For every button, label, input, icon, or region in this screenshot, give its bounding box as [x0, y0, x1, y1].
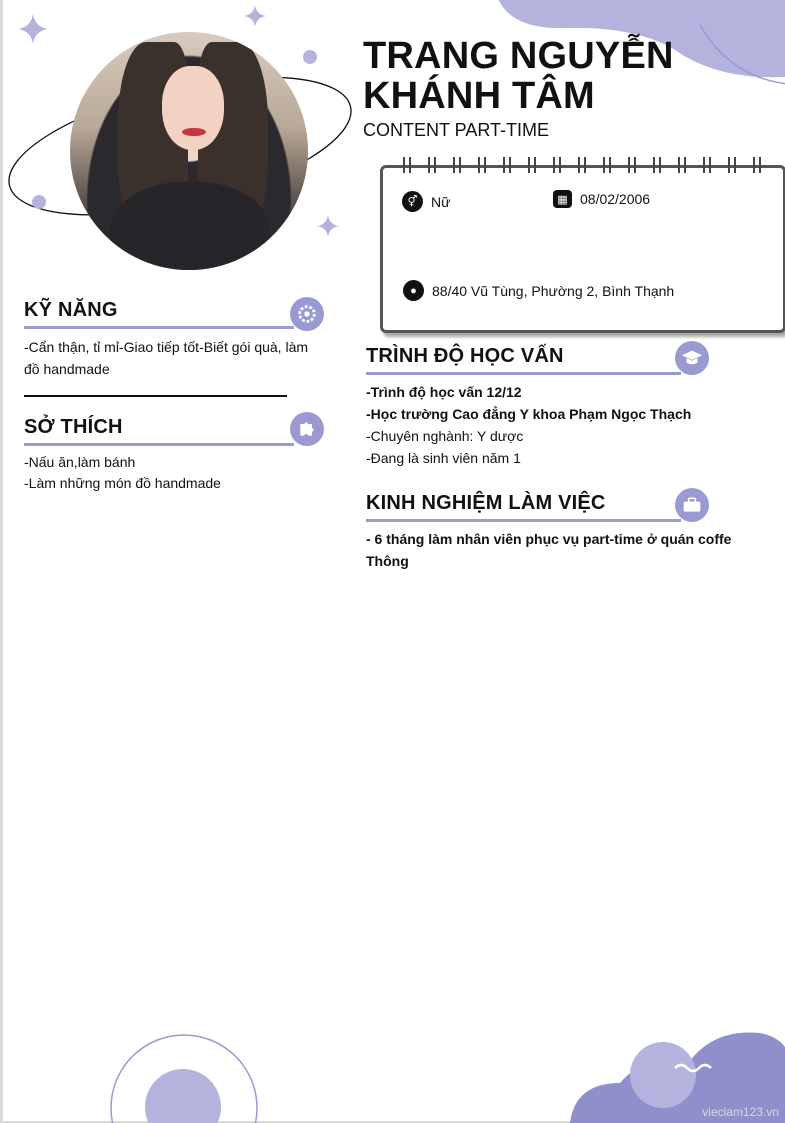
- education-underline: [366, 372, 681, 375]
- address-value: 88/40 Vũ Tùng, Phường 2, Bình Thạnh: [432, 282, 675, 299]
- education-line: -Chuyên nghành: Y dược: [366, 428, 524, 444]
- candidate-name: [363, 36, 773, 116]
- gear-icon: [290, 297, 324, 331]
- job-title: CONTENT PART-TIME: [363, 120, 550, 140]
- education-text: [366, 381, 746, 469]
- section-divider: [24, 395, 287, 397]
- experience-underline: [366, 519, 681, 522]
- gender-value: Nữ: [431, 193, 451, 210]
- watermark: vieclam123.vn: [702, 1105, 779, 1119]
- hobbies-text: [24, 452, 324, 494]
- gender-info: [402, 191, 450, 212]
- skills-title: KỸ NĂNG: [24, 299, 118, 321]
- education-line: -Trình độ học vấn 12/12: [366, 384, 522, 400]
- birthday-info: [553, 190, 650, 208]
- calendar-icon: ▦: [553, 190, 572, 208]
- avatar-area: [8, 14, 358, 264]
- education-line: -Đang là sinh viên năm 1: [366, 450, 521, 466]
- puzzle-icon: [290, 412, 324, 446]
- education-title: TRÌNH ĐỘ HỌC VẤN: [366, 345, 564, 367]
- name-line-1: TRANG NGUYỄN: [363, 35, 674, 77]
- location-pin-icon: ●: [403, 280, 424, 301]
- hobbies-underline: [24, 443, 294, 446]
- hobbies-title: SỞ THÍCH: [24, 416, 123, 438]
- experience-text: [366, 528, 738, 572]
- birthday-value: 08/02/2006: [580, 191, 651, 207]
- skills-line: -Cẩn thận, tỉ mỉ-Giao tiếp tốt-Biết gói quà, làm: [24, 339, 309, 355]
- notebook-rings-decoration: [398, 153, 778, 179]
- hobbies-line: -Làm những món đồ handmade: [24, 475, 221, 491]
- bottom-circle-decoration: [108, 1030, 260, 1123]
- experience-line: - 6 tháng làm nhân viên phục vụ part-time ở quán coffe: [366, 531, 732, 547]
- skills-text: [24, 336, 324, 380]
- experience-title: KINH NGHIỆM LÀM VIỆC: [366, 492, 606, 514]
- education-line: -Học trường Cao đẳng Y khoa Phạm Ngọc Thạch: [366, 406, 692, 422]
- hobbies-line: -Nấu ăn,làm bánh: [24, 454, 136, 470]
- name-line-2: KHÁNH TÂM: [363, 75, 595, 117]
- experience-line: Thông: [366, 553, 409, 569]
- avatar: [70, 32, 308, 270]
- gender-icon: ⚥: [402, 191, 423, 212]
- address-info: [403, 280, 674, 301]
- page-edge: [0, 0, 3, 1123]
- skills-line: đồ handmade: [24, 361, 110, 377]
- graduation-cap-icon: [675, 341, 709, 375]
- briefcase-icon: [675, 488, 709, 522]
- skills-underline: [24, 326, 294, 329]
